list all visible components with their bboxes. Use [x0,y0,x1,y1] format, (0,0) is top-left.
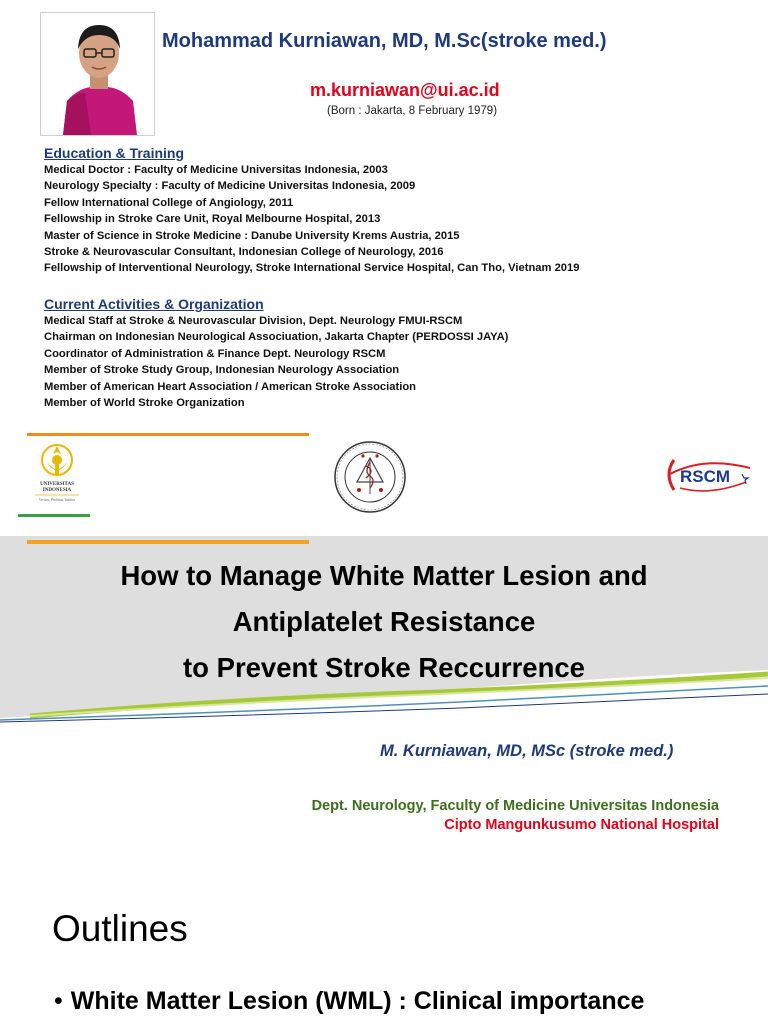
profile-photo [40,12,155,136]
outline-slide [0,886,768,1024]
activity-item: Member of World Stroke Organization [44,396,245,409]
green-divider [18,514,90,517]
svg-text:UNIVERSITAS: UNIVERSITAS [40,482,74,487]
education-item: Fellowship of Interventional Neurology, Stroke International Service Hospital, Can Tho, Vietnam 2019 [44,262,580,275]
activity-item: Medical Staff at Stroke & Neurovascular Division, Dept. Neurology FMUI-RSCM [44,315,463,327]
department-line: Dept. Neurology, Faculty of Medicine Universitas Indonesia [311,798,719,814]
title-accent-bar [27,540,309,544]
outline-title: Outlines [52,908,188,949]
title-slide [0,536,768,880]
activity-item: Coordinator of Administration & Finance Dept. Neurology RSCM [44,347,386,360]
activities-list [44,313,508,411]
bullet-text: White Matter Lesion (WML) : Clinical importance [70,987,645,1015]
speaker-email[interactable]: m.kurniawan@ui.ac.id [310,80,500,100]
education-list [44,162,579,277]
education-item: Fellow International College of Angiology, 2011 [44,196,294,209]
education-item: Master of Science in Stroke Medicine : Danube University Krems Austria, 2015 [44,229,460,242]
speaker-name: Mohammad Kurniawan, MD, M.Sc(stroke med.) [162,30,607,52]
svg-text:INDONESIA: INDONESIA [42,488,72,493]
svg-text:RSCM: RSCM [680,467,731,486]
activity-item: Member of American Heart Association / American Stroke Association [44,380,416,393]
universitas-indonesia-logo [27,440,87,508]
decorative-swoosh [0,666,768,726]
title-line: How to Manage White Matter Lesion and [120,560,648,591]
education-item: Neurology Specialty : Faculty of Medicine Universitas Indonesia, 2009 [44,180,416,193]
rscm-logo [660,452,754,496]
perdossi-seal-logo [333,440,407,514]
born-info: (Born : Jakarta, 8 February 1979) [327,105,498,117]
activities-heading: Current Activities & Organization [44,296,264,312]
activity-item: Chairman on Indonesian Neurological Associuation, Jakarta Chapter (PERDOSSI JAYA) [44,331,509,344]
hospital-line: Cipto Mangunkusumo National Hospital [444,817,719,833]
orange-divider [27,433,309,436]
education-item: Stroke & Neurovascular Consultant, Indonesian College of Neurology, 2016 [44,245,444,258]
author-line: M. Kurniawan, MD, MSc (stroke med.) [380,742,674,760]
svg-text:Veritas, Probitas, Iustitia: Veritas, Probitas, Iustitia [38,498,76,502]
education-item: Fellowship in Stroke Care Unit, Royal Melbourne Hospital, 2013 [44,213,381,226]
title-line: Antiplatelet Resistance [232,606,536,637]
outline-bullet-item [54,987,644,1016]
activity-item: Member of Stroke Study Group, Indonesian Neurology Association [44,364,400,377]
title-line: to Prevent Stroke Reccurrence [183,652,585,683]
education-item: Medical Doctor : Faculty of Medicine Universitas Indonesia, 2003 [44,164,388,176]
education-heading: Education & Training [44,145,185,161]
bullet-icon: • [54,987,63,1015]
